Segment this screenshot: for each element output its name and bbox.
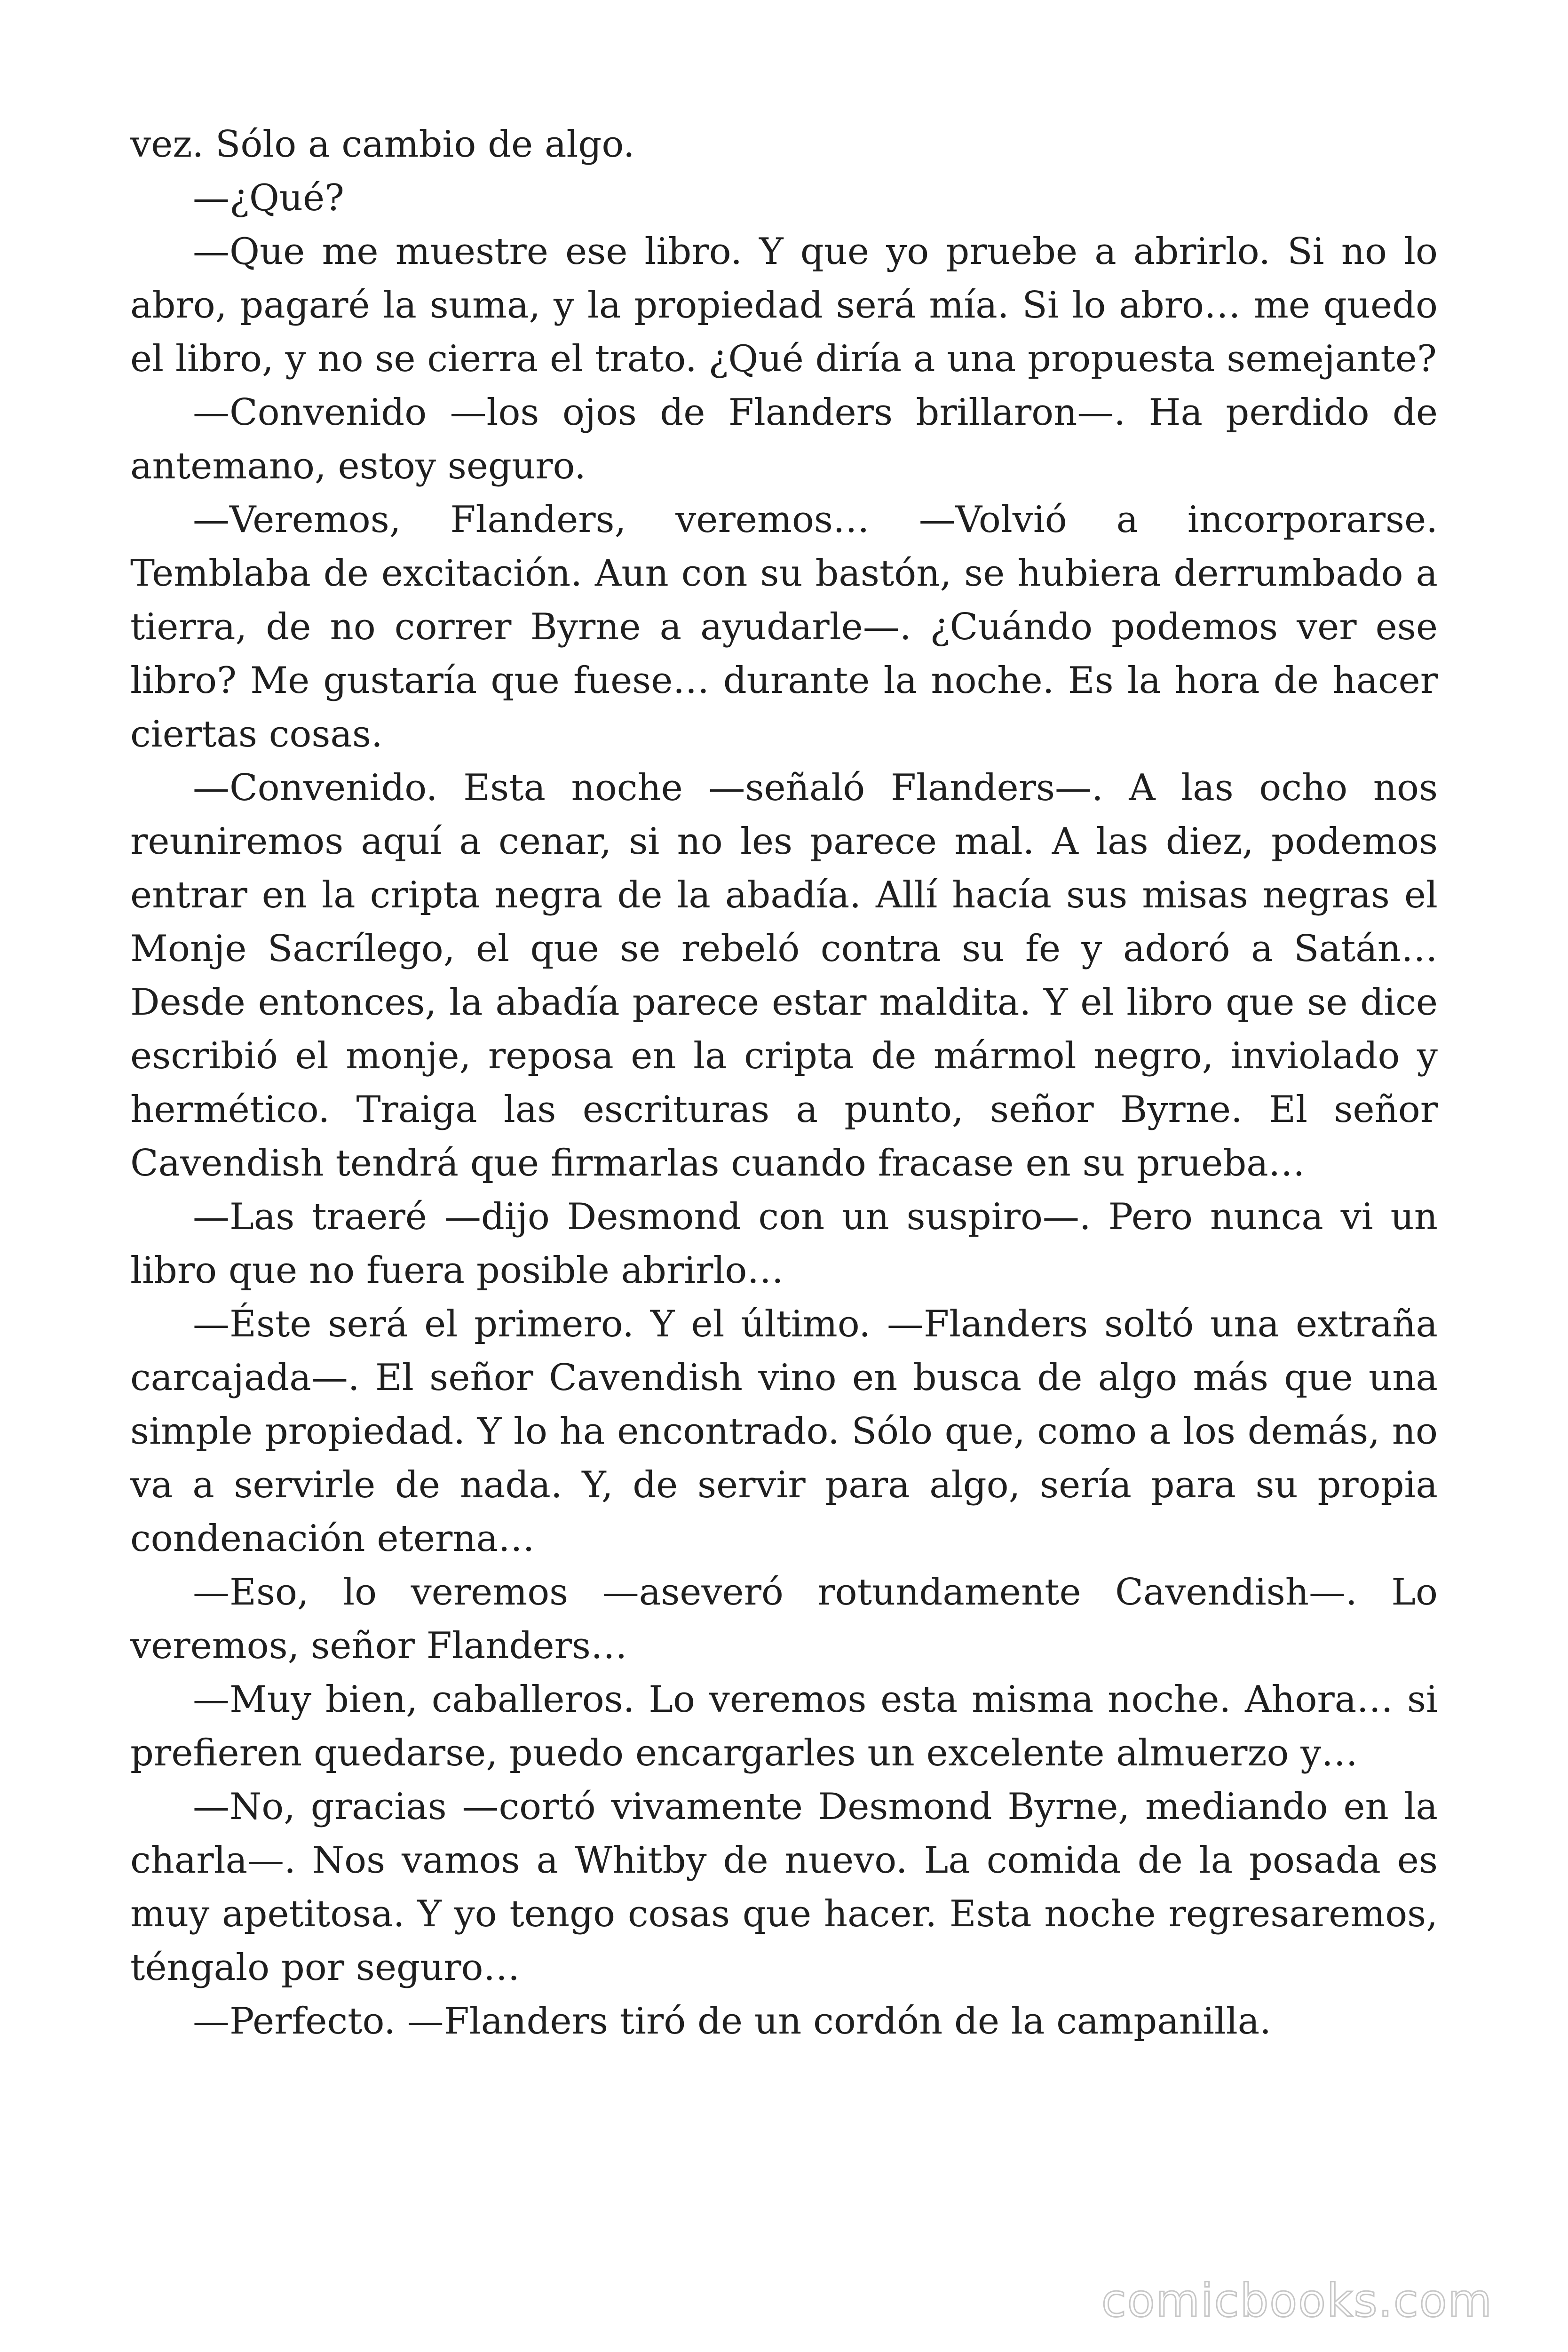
paragraph: —Éste será el primero. Y el último. —Flanders soltó una extraña carcajada—. El señor Cavendish vino en busca de algo más que una simple propiedad. Y lo ha encontrado. Sólo que, como a los demás, no va a servirle de nada. Y, de servir para algo, sería para su propia condenación eterna… xyxy=(130,1303,1438,1560)
paragraph-continuation: vez. Sólo a cambio de algo. xyxy=(130,123,635,166)
paragraph: —Perfecto. —Flanders tiró de un cordón de la campanilla. xyxy=(193,2000,1272,2042)
paragraph: —Que me muestre ese libro. Y que yo pruebe a abrirlo. Si no lo abro, pagaré la suma, y la propiedad será mía. Si lo abro… me quedo el libro, y no se cierra el trato. ¿Qué diría a una propuesta semejante? xyxy=(130,230,1438,380)
paragraph: —Las traeré —dijo Desmond con un suspiro—. Pero nunca vi un libro que no fuera posible abrirlo… xyxy=(130,1196,1438,1292)
paragraph: —No, gracias —cortó vivamente Desmond Byrne, mediando en la charla—. Nos vamos a Whitby de nuevo. La comida de la posada es muy apetitosa. Y yo tengo cosas que hacer. Esta noche regresaremos, téngalo por seguro… xyxy=(130,1786,1438,1989)
paragraph: —Muy bien, caballeros. Lo veremos esta misma noche. Ahora… si prefieren quedarse, puedo encargarles un excelente almuerzo y… xyxy=(130,1678,1438,1774)
paragraph: —Eso, lo veremos —aseveró rotundamente Cavendish—. Lo veremos, señor Flanders… xyxy=(130,1571,1438,1667)
watermark: comicbooks.com xyxy=(1101,2274,1493,2327)
paragraph: —¿Qué? xyxy=(193,177,344,219)
paragraph: —Veremos, Flanders, veremos… —Volvió a incorporarse. Temblaba de excitación. Aun con su bastón, se hubiera derrumbado a tierra, de no correr Byrne a ayudarle—. ¿Cuándo podemos ver ese libro? Me gustaría que fuese… durante la noche. Es la hora de hacer ciertas cosas. xyxy=(130,499,1438,755)
paragraph: —Convenido. Esta noche —señaló Flanders—. A las ocho nos reuniremos aquí a cenar, si no les parece mal. A las diez, podemos entrar en la cripta negra de la abadía. Allí hacía sus misas negras el Monje Sacrílego, el que se rebeló contra su fe y adoró a Satán… Desde entonces, la abadía parece estar maldita. Y el libro que se dice escribió el monje, reposa en la cripta de mármol negro, inviolado y hermético. Traiga las escrituras a punto, señor Byrne. El señor Cavendish tendrá que firmarlas cuando fracase en su prueba… xyxy=(130,767,1438,1184)
body-text xyxy=(130,118,1438,2048)
paragraph: —Convenido —los ojos de Flanders brillaron—. Ha perdido de antemano, estoy seguro. xyxy=(130,391,1438,487)
